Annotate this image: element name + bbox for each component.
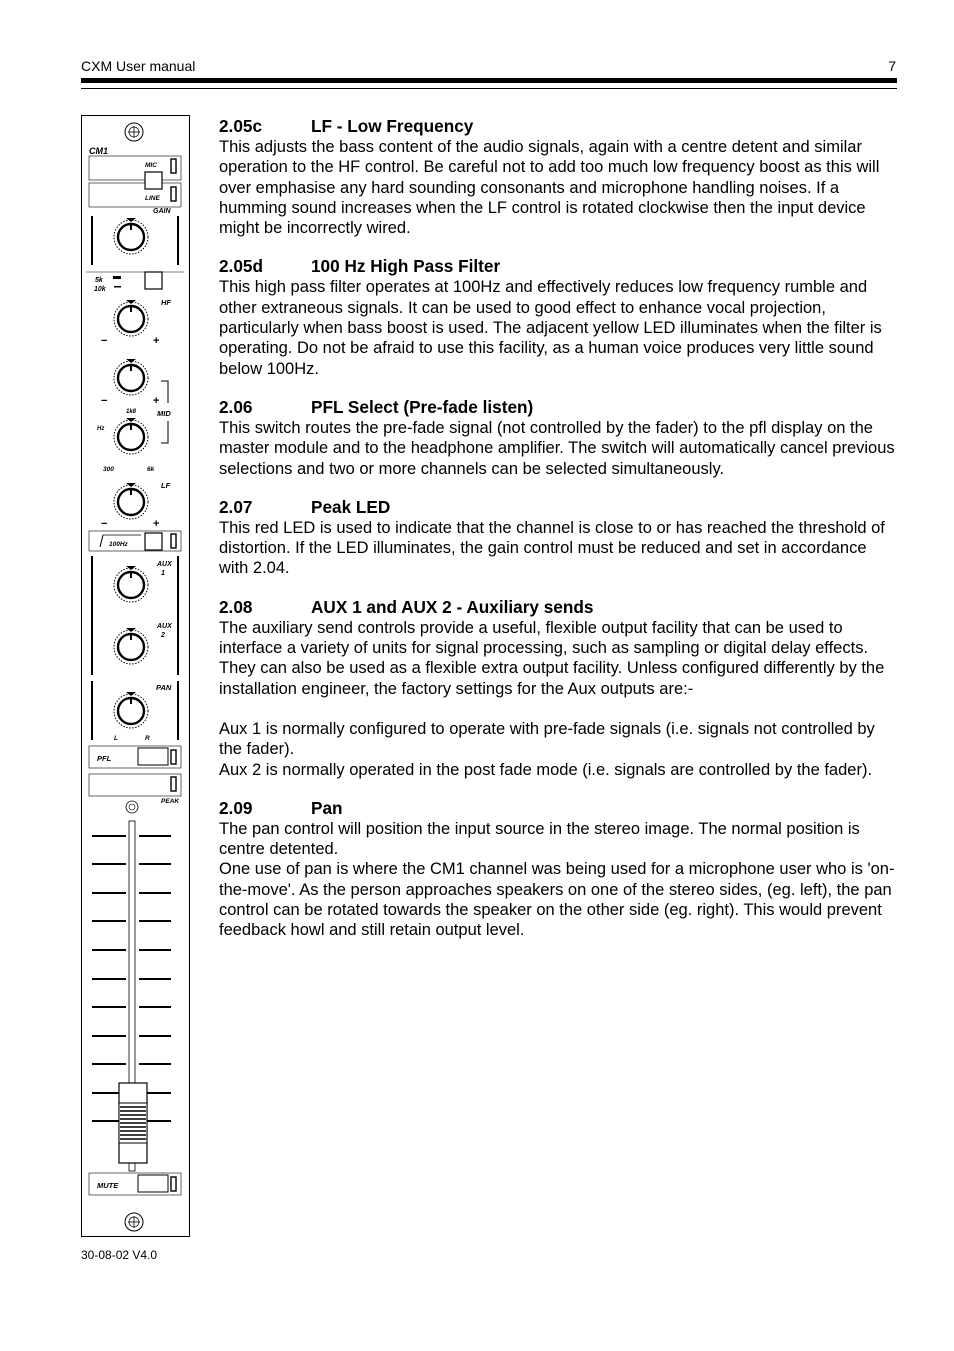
mid-label: MID: [157, 409, 171, 418]
hf-freq-switch[interactable]: [145, 272, 162, 289]
paragraph: This switch routes the pre-fade signal (not controlled by the fader) to the pfl display on the master module and to the headphone amplifier. The switch will automatically cancel previous selections and two or more channels can be selected simultaneously.: [219, 418, 895, 478]
aux2-label-b: 2: [161, 632, 165, 639]
mid-1k8-label: 1k8: [126, 409, 137, 415]
lf-label: LF: [161, 481, 171, 490]
line-label: LINE: [145, 195, 160, 202]
header-title: CXM User manual: [81, 58, 196, 74]
section-aux: [219, 597, 899, 780]
top-screw-icon: [125, 123, 143, 141]
hf-10k-label: 10k: [94, 286, 106, 293]
section-lf: [219, 116, 899, 238]
peak-led-icon: [126, 801, 138, 813]
paragraph: One use of pan is where the CM1 channel was being used for a microphone user who is 'on-the-move'. As the person approaches speakers on one of the stereo sides, (eg. left), the pan control can be rotated towards the speaker on the other side (eg. right). This would prevent feedback howl and still retain output level.: [219, 860, 895, 940]
hf-5k-label: 5k: [95, 277, 103, 284]
paragraph: The auxiliary send controls provide a useful, flexible output facility that can be used to interface a variety of units for signal processing, such as sampling or digital delay effects.: [219, 618, 869, 658]
aux2-label-a: AUX: [157, 623, 172, 630]
hpf-label: 100Hz: [109, 541, 128, 548]
mic-label: MIC: [145, 162, 157, 169]
pan-right-label: R: [145, 735, 150, 742]
paragraph: This high pass filter operates at 100Hz and effectively reduces low frequency rumble and other extraneous signals. It can be used to good effect to enhance vocal projection, particularly when bass boost is used. The adjacent yellow LED illuminates when the filter is operating. Do not be afraid to use this facility, as a human voice produces very little sound below 100Hz.: [219, 278, 882, 378]
mid-6k-label: 6k: [147, 466, 155, 473]
paragraph: The pan control will position the input source in the stereo image. The normal position is centre detented.: [219, 819, 860, 859]
aux1-label-a: AUX: [157, 561, 172, 568]
mid-300-label: 300: [103, 466, 114, 473]
gain-label: GAIN: [153, 208, 171, 215]
fader-knob[interactable]: [119, 1083, 147, 1163]
paragraph: This red LED is used to indicate that the channel is close to or has reached the threshold of distortion. If the LED illuminates, the gain control must be reduced and set in accordance with 2.04.: [219, 518, 885, 578]
lf-plus: +: [153, 518, 160, 530]
section-heading: 2.05c LF - Low Frequency: [219, 116, 474, 136]
section-peak: [219, 497, 899, 579]
footer-version: 30-08-02 V4.0: [81, 1248, 158, 1262]
hf-plus: +: [153, 335, 160, 347]
mic-line-switch[interactable]: [145, 172, 162, 189]
section-pan: [219, 798, 899, 941]
section-heading: 2.06 PFL Select (Pre-fade listen): [219, 396, 534, 417]
hpf-switch[interactable]: [145, 533, 162, 550]
mid-hz-label: Hz: [97, 426, 105, 432]
lf-minus: −: [101, 518, 108, 530]
paragraph-gap: [219, 699, 899, 719]
aux1-label-b: 1: [161, 570, 165, 577]
mid-minus: −: [101, 395, 108, 407]
mute-label: MUTE: [97, 1181, 119, 1190]
hf-label: HF: [161, 298, 171, 307]
paragraph: Aux 1 is normally configured to operate with pre-fade signals (i.e. signals not controlled by the fader).: [219, 719, 875, 759]
bottom-screw-icon: [125, 1213, 143, 1231]
header-rule-thick: [81, 78, 897, 83]
mid-plus: +: [153, 395, 160, 407]
main-content: [219, 116, 899, 959]
section-pfl: [219, 397, 899, 479]
paragraph: They can also be used as a flexible extra output facility. Unless configured differently by the installation engineer, the factory settings for the Aux outputs are:-: [219, 659, 885, 698]
paragraph: This adjusts the bass content of the audio signals, again with a centre detent and similar operation to the HF control. Be careful not to add too much low frequency boost as this will over emphasise any hard sounding consonants and microphone handling noises. If a humming sound increases when the LF control is rotated clockwise then the input device might be incorrectly wired.: [219, 138, 880, 238]
section-heading: 2.05d 100 Hz High Pass Filter: [219, 256, 501, 277]
pfl-label: PFL: [97, 754, 112, 763]
section-heading: 2.09 Pan: [219, 797, 343, 818]
peak-label: PEAK: [161, 798, 180, 805]
pan-left-label: L: [114, 735, 118, 742]
header-rule-thin: [81, 88, 897, 89]
section-heading: 2.08 AUX 1 and AUX 2 - Auxiliary sends: [219, 596, 594, 617]
section-heading: 2.07 Peak LED: [219, 496, 391, 517]
page-number: 7: [888, 58, 896, 74]
pfl-button[interactable]: [138, 748, 168, 765]
mute-button[interactable]: [138, 1175, 168, 1192]
pan-label: PAN: [156, 683, 172, 692]
channel-strip-diagram: [81, 115, 190, 1237]
paragraph: Aux 2 is normally operated in the post fade mode (i.e. signals are controlled by the fader).: [219, 760, 873, 779]
hf-minus: −: [101, 335, 108, 347]
channel-label: CM1: [89, 146, 109, 156]
section-hpf: [219, 256, 899, 378]
